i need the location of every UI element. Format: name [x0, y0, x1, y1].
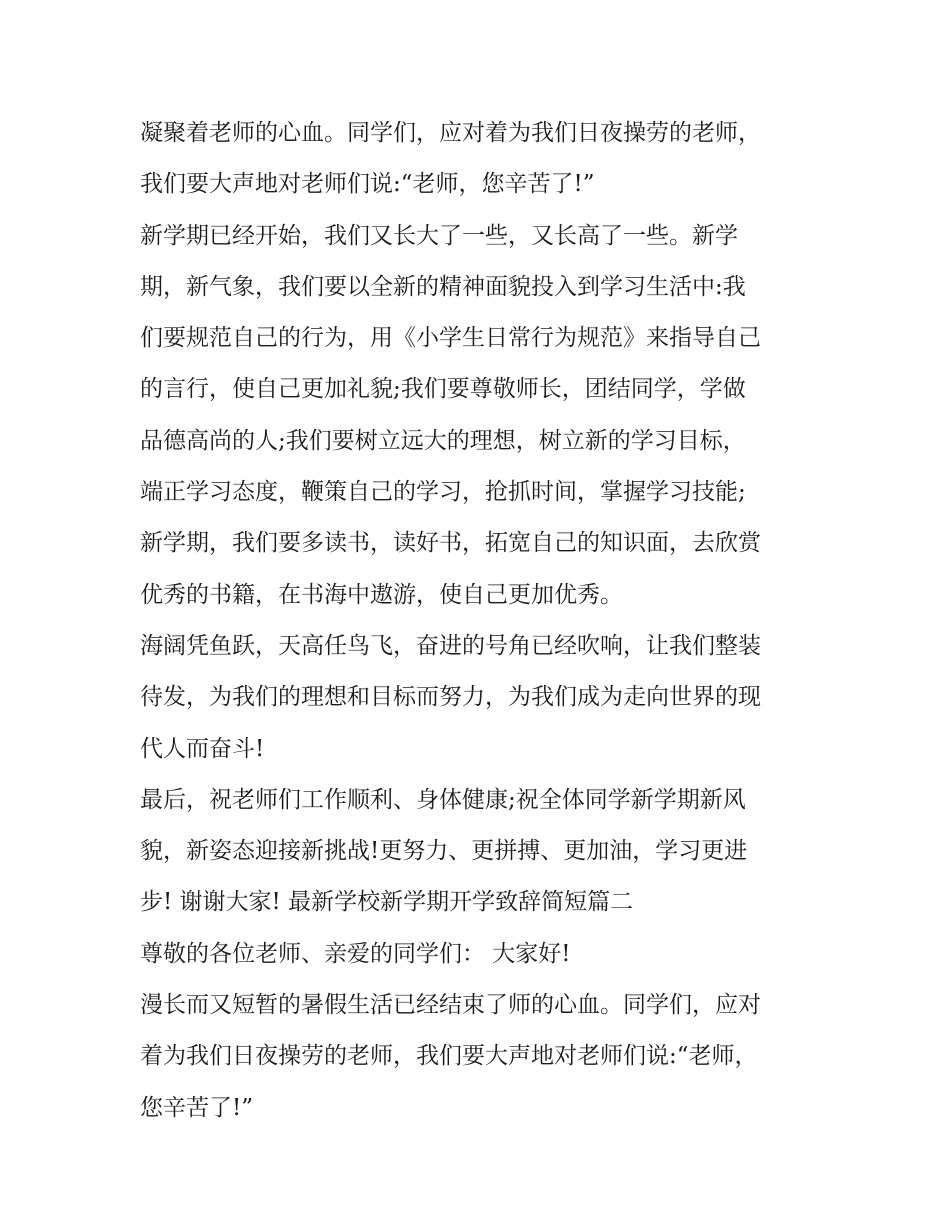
text-line: 尊敬的各位老师、亲爱的同学们： 大家好! [140, 940, 571, 967]
text-line: 海阔凭鱼跃，天高任鸟飞，奋进的号角已经吹响，让我们整装 [140, 632, 761, 659]
text-line: 漫长而又短暂的暑假生活已经结束了师的心血。同学们，应对 [140, 992, 761, 1019]
text-line: 的言行，使自己更加礼貌;我们要尊敬师长，团结同学，学做 [140, 376, 746, 403]
text-line: 待发，为我们的理想和目标而努力，为我们成为走向世界的现 [140, 684, 761, 711]
text-line: 端正学习态度，鞭策自己的学习，抢抓时间，掌握学习技能; [140, 479, 746, 506]
text-line: 们要规范自己的行为，用《小学生日常行为规范》来指导自己 [140, 325, 761, 352]
text-line: 新学期，我们要多读书，读好书，拓宽自己的知识面，去欣赏 [140, 530, 761, 557]
body-text [140, 108, 820, 1134]
text-line: 您辛苦了!” [140, 1094, 254, 1121]
text-line: 代人而奋斗! [140, 735, 265, 762]
text-line: 新学期已经开始，我们又长大了一些，又长高了一些。新学 [140, 222, 738, 249]
text-line: 步! 谢谢大家! 最新学校新学期开学致辞简短篇二 [140, 889, 634, 916]
text-line: 貌，新姿态迎接新挑战!更努力、更拼搏、更加油，学习更进 [140, 838, 748, 865]
text-line: 期，新气象，我们要以全新的精神面貌投入到学习生活中:我 [140, 273, 746, 300]
text-line: 着为我们日夜操劳的老师，我们要大声地对老师们说:“老师， [140, 1043, 758, 1070]
text-line: 优秀的书籍，在书海中遨游，使自己更加优秀。 [140, 581, 623, 608]
text-line: 最后，祝老师们工作顺利、身体健康;祝全体同学新学期新风 [140, 786, 746, 813]
text-line: 我们要大声地对老师们说:“老师，您辛苦了!” [140, 171, 595, 198]
text-line: 凝聚着老师的心血。同学们，应对着为我们日夜操劳的老师， [140, 120, 761, 146]
text-line: 品德高尚的人;我们要树立远大的理想，树立新的学习目标， [140, 427, 746, 454]
